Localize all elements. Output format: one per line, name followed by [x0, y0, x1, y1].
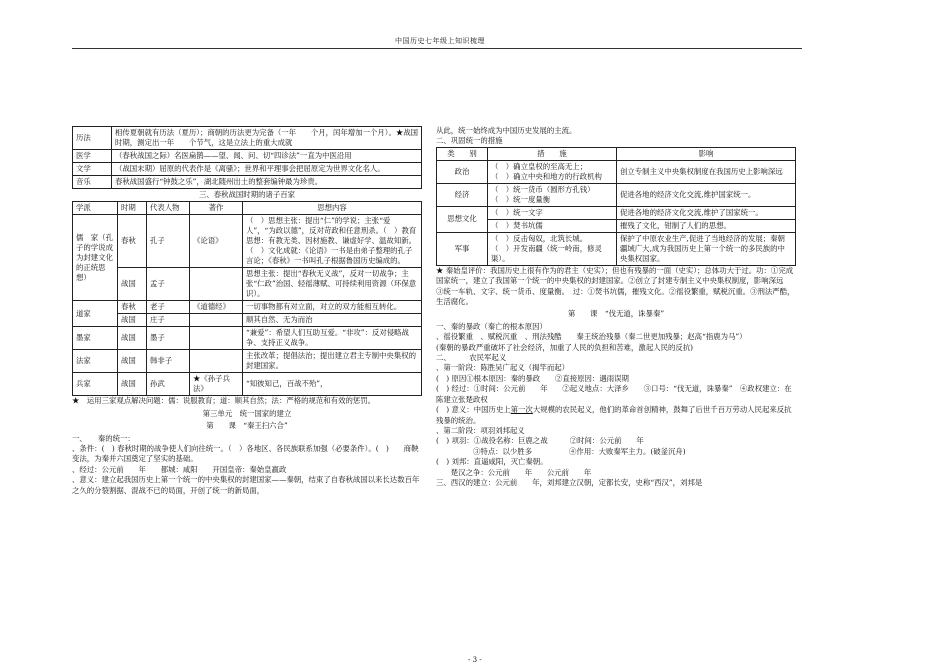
period-cell: 战国 [118, 314, 147, 327]
content-cell: （ ）思想主张：提出“仁”的学说；主张“爱人”，“为政以德”，反对苛政和任意刑杀。（ ）教育思想：有教无类、因材施教、谦虚好学、温故知新。（ ）文化成就：《论语》一书是由弟子整理的孔子言论；《春秋》一书叫孔子根据鲁国历史编成的。 [243, 215, 422, 268]
measure-item: （ ）统一货币（圆形方孔钱） [491, 184, 595, 194]
table-row [73, 268, 422, 301]
col-header: 代表人物 [147, 202, 190, 215]
period-cell: 春秋 [118, 301, 147, 314]
section-title: 二、 农民军起义 [436, 353, 507, 363]
category-cell: 军事 [437, 232, 488, 265]
person-cell: 老子 [147, 301, 190, 314]
stage-one-title: 、第一阶段：陈胜吴广起义（揭竿而起） [436, 363, 570, 373]
table-row [73, 301, 422, 314]
col-header: 著作 [190, 202, 243, 215]
tyranny-text: 、徭役繁重 、赋税沉重 、刑法残酷 秦王统治残暴（秦二世更加残暴；赵高“指鹿为马”） [436, 332, 747, 342]
content-cell: 一切事物都有对立面，对立的双方能相互转化。 [243, 301, 422, 314]
xiangyu-text: ( ) 项羽：①战役名称：巨鹿之战 ②时间：公元前 年 [436, 436, 644, 446]
lesson-title: 第 课 “伐无道，诛暴秦” [567, 309, 665, 319]
table-row [73, 350, 422, 373]
meaning-prefix: ( ) 意义：中国历史上 [436, 405, 511, 415]
person-cell: 墨子 [147, 327, 190, 350]
category-cell: 思想文化 [437, 206, 488, 232]
effect-cell: 保护了中原农业生产,促进了当地经济的发展；秦朝疆域广大,成为我国历史上第一个统一的多民族的中央集权国家。 [617, 232, 796, 265]
work-cell: 《道德经》 [190, 301, 243, 314]
person-cell: 韩非子 [147, 350, 190, 373]
row-label: 音乐 [73, 176, 112, 189]
unit-title: 第三单元 统一国家的建立 [202, 408, 292, 418]
period-cell: 战国 [118, 373, 147, 396]
school-label: 儒 家（孔子的学说成为封建文化的正统思想） [73, 215, 118, 301]
measures-table [436, 147, 796, 266]
table-row [73, 327, 422, 350]
table-row [73, 150, 422, 163]
content-cell: “知彼知己，百战不殆”， [243, 373, 422, 396]
measures-cell [488, 160, 617, 183]
school-label: 法家 [73, 350, 118, 373]
category-cell: 政治 [437, 160, 488, 183]
effect-cell: 促进各地的经济文化交流,维护了国家统一。 [617, 206, 796, 219]
school-label: 兵家 [73, 373, 118, 396]
process-text: 、经过：公元前 年 都城：咸阳 开国皇帝：秦始皇嬴政 [72, 464, 287, 474]
content-cell: 思想主张：提出“春秋无义战”，反对一切战争；主张“仁政”治国、轻徭薄赋、可持续利用资源（环保意识）。 [243, 268, 422, 301]
person-cell: 孟子 [147, 268, 190, 301]
effect-cell: 创立专制主义中央集权制度在我国历史上影响深远 [617, 160, 796, 183]
category-cell: 经济 [437, 183, 488, 206]
schools-note: ★ 运用三家观点解决问题：儒：说服教育；道：顺其自然；法：严格的规范和有效的惩罚。 [72, 396, 376, 406]
row-label: 医学 [73, 150, 112, 163]
col-header: 影响 [617, 147, 796, 160]
work-cell [190, 268, 243, 301]
person-cell: 孔子 [147, 215, 190, 268]
row-text: （春秋战国之际）名医扁鹊——望、闻、问、切“四诊法”一直为中医沿用 [112, 150, 422, 163]
table-row [73, 373, 422, 396]
culture-table [72, 126, 422, 189]
row-label: 历法 [73, 127, 112, 150]
work-cell [190, 314, 243, 327]
table-row [437, 232, 796, 265]
schools-table [72, 201, 422, 396]
measures-cell [488, 232, 617, 265]
effect-cell: 摧残了文化，钳制了人们的思想。 [617, 219, 796, 232]
col-header: 学派 [73, 202, 118, 215]
conditions-text: 、条件：( ) 春秋时期的战争使人们向往统一。（ ）各地区、各民族联系加强（必要条件）。( ) 商鞅变法，为秦并六国奠定了坚实的基础。 [72, 444, 419, 464]
work-cell [190, 350, 243, 373]
table-header-row [73, 202, 422, 215]
course-text: ( ) 经过：①时间：公元前 年 ②起义地点：大泽乡 ③口号：“伐无道，诛暴秦” ④政权建立：在陈建立张楚政权 [436, 384, 792, 404]
table-row [437, 160, 796, 183]
table-header-row [437, 147, 796, 160]
liubang-text: ( ) 刘邦：直逼咸阳，灭亡秦朝。 [436, 457, 548, 467]
col-header: 措 施 [488, 147, 617, 160]
effect-cell: 促进各地的经济文化交流,维护国家统一。 [617, 183, 796, 206]
tyranny-note: (秦朝的暴政严重破坏了社会经济，加重了人民的负担和苦难，激起人民的反抗) [436, 342, 694, 352]
content-cell: 顺其自然、无为而治 [243, 314, 422, 327]
xiangyu-detail: ③特点：以少胜多 ④作用：大败秦军主力。(破釜沉舟) [436, 446, 686, 456]
measure-item: （ ）确立皇权的至高无上； [491, 161, 588, 171]
content-cell: 主张改革；提倡法治；提出建立君主专制中央集权的封建国家。 [243, 350, 422, 373]
page-header: 中国历史七年级上知识梳理 [395, 37, 485, 45]
measure-item: （ ）统一文字 [491, 207, 543, 217]
page-number: - 3 - [468, 656, 482, 664]
causes-text: ( ) 原因①根本原因：秦的暴政 ②直接原因：遇雨误期 [436, 373, 629, 383]
table-row [73, 127, 422, 150]
header-rule [72, 48, 802, 49]
work-cell: ★《孙子兵法》 [190, 373, 243, 396]
col-header: 时期 [118, 202, 147, 215]
significance-text: 、意义：建立起我国历史上第一个统一的中央集权的封建国家——秦朝，结束了自春秋战国以来长达数百年之久的分裂割据、混战不已的局面，开创了统一的新局面， [72, 475, 420, 495]
meaning-underlined: 第一次 [510, 405, 533, 415]
western-han-text: 三、西汉的建立：公元前 年，刘邦建立汉朝，定都长安，史称“西汉”，刘邦是 [436, 477, 703, 487]
school-label: 道家 [73, 301, 118, 327]
work-cell: 《论语》 [190, 215, 243, 268]
col-header: 思想内容 [243, 202, 422, 215]
table-row [73, 176, 422, 189]
table-row [437, 219, 796, 232]
measure-item: （ ）开发南疆（统一岭南，修灵渠）。 [491, 243, 602, 263]
content-cell: “兼爱”：希望人们互助互爱。“非攻”：反对侵略战争、支持正义战争。 [243, 327, 422, 350]
table-row [73, 314, 422, 327]
meaning-suffix: 大规模的农民起义，他们的革命首创精神，鼓舞了后世千百万劳动人民起来反抗残暴的统治。 [436, 405, 792, 425]
period-cell: 战国 [118, 327, 147, 350]
measures-cell [488, 219, 617, 232]
measures-cell [488, 183, 617, 206]
stage-two-title: 、第二阶段：项羽刘邦起义 [436, 425, 525, 435]
lesson-title: 第 课 “秦王扫六合” [206, 421, 288, 431]
table-row [437, 183, 796, 206]
row-text: （战国末期）屈原的代表作是《离骚》；世界和平理事会把屈原定为世界文化名人。 [112, 163, 422, 176]
table-row [73, 163, 422, 176]
table-row [437, 206, 796, 219]
period-cell: 春秋 [118, 215, 147, 268]
evaluation-text: ★ 秦始皇评价：我国历史上很有作为的君主（史实）；但也有残暴的一面（史实）；总体功大于过。功：①完成国家统一，建立了我国第一个统一的中央集权的封建国家。②创立了封建专制主义中央集权制度，影响深远 ③统一车轨、文字、统一货币、度量衡。 过：①焚书坑儒，摧残文化。②徭役繁重，赋税沉重。③刑法严酷，生活腐化。 [436, 265, 795, 307]
measure-item: （ ）确立中央和地方的行政机构 [491, 171, 602, 181]
table-row [73, 215, 422, 268]
measure-item: （ ）反击匈奴，北筑长城。 [491, 233, 588, 243]
row-label: 文学 [73, 163, 112, 176]
section-title: 二、巩固统一的措施 [436, 136, 503, 146]
measures-cell [488, 206, 617, 219]
measure-item: （ ）焚书坑儒 [491, 220, 543, 230]
left-column [72, 126, 422, 496]
continue-text: 从此，统一始终成为中国历史发展的主流。 [436, 126, 577, 135]
measure-item: （ ）统一度量衡 [491, 194, 551, 204]
right-column [436, 126, 796, 488]
school-label: 墨家 [73, 327, 118, 350]
chuhan-text: 楚汉之争：公元前 年 公元前 年 [436, 467, 592, 477]
person-cell: 庄子 [147, 314, 190, 327]
work-cell [190, 327, 243, 350]
row-text: 春秋战国盛行“钟鼓之乐”，湖北随州出土的整套编钟最为珍贵。 [112, 176, 422, 189]
section-title: 一、 秦的统一： [72, 433, 135, 443]
period-cell: 战国 [118, 350, 147, 373]
row-text: 相传夏朝就有历法（夏历）；商朝的历法更为完备（一年 个月，闰年增加一个月）。★战国时期，测定出一年 个节气，这是立法上的重大成就 [112, 127, 422, 150]
meaning-text [436, 405, 796, 426]
section-title: 一、秦的暴政（秦亡的根本原因） [436, 321, 547, 331]
person-cell: 孙武 [147, 373, 190, 396]
period-cell: 战国 [118, 268, 147, 301]
schools-caption: 三、春秋战国时期的诸子百家 [198, 190, 296, 199]
col-header: 类 别 [437, 147, 488, 160]
